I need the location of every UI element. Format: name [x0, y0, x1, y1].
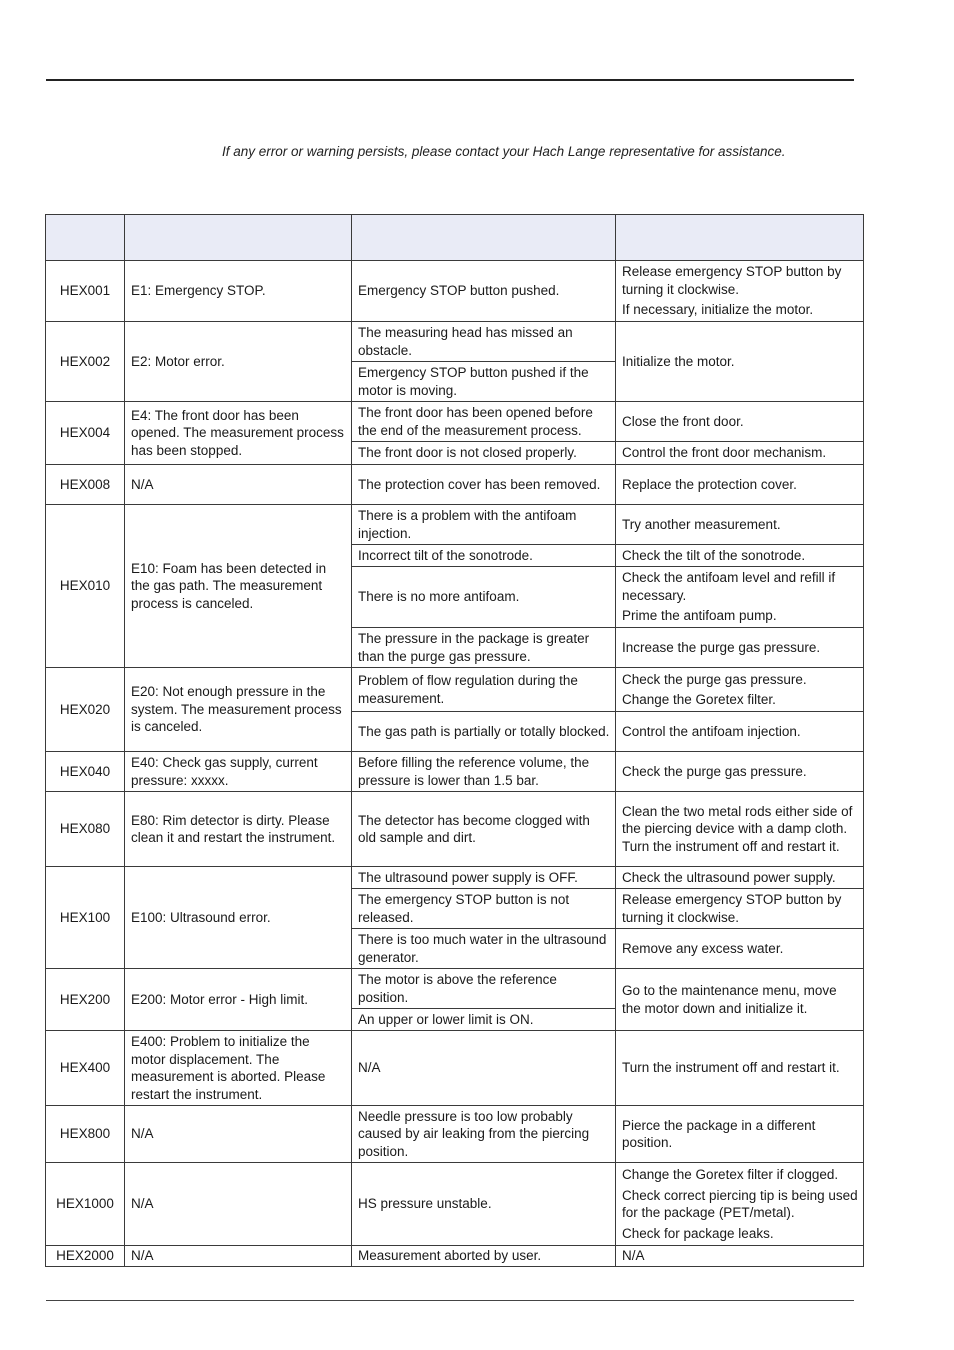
solution-line: Remove any excess water. — [622, 940, 784, 956]
error-cause: Before filling the reference volume, the pressure is lower than 1.5 bar. — [352, 752, 616, 792]
table-row — [46, 402, 864, 442]
error-table — [45, 214, 864, 1267]
solution-line: Close the front door. — [622, 413, 744, 429]
table-row — [46, 867, 864, 889]
error-solution — [616, 261, 864, 322]
error-message: E20: Not enough pressure in the system. The measurement process is canceled. — [125, 668, 352, 752]
error-cause: The front door is not closed properly. — [352, 442, 616, 465]
error-solution — [616, 712, 864, 752]
error-solution — [616, 465, 864, 505]
error-message: N/A — [125, 1163, 352, 1246]
solution-line: Check the tilt of the sonotrode. — [622, 547, 806, 563]
footer-rule — [46, 1300, 854, 1301]
error-code: HEX010 — [46, 505, 125, 668]
error-solution — [616, 1246, 864, 1267]
table-row — [46, 465, 864, 505]
error-message: N/A — [125, 465, 352, 505]
error-solution — [616, 402, 864, 442]
error-code: HEX800 — [46, 1106, 125, 1163]
solution-line: Check the antifoam level and refill if necessary. — [622, 570, 836, 603]
solution-line: Increase the purge gas pressure. — [622, 639, 821, 655]
solution-line: Check the purge gas pressure. — [622, 763, 807, 779]
solution-line: Check the ultrasound power supply. — [622, 869, 836, 885]
error-cause: The protection cover has been removed. — [352, 465, 616, 505]
table-row — [46, 1163, 864, 1246]
error-cause: Measurement aborted by user. — [352, 1246, 616, 1267]
solution-line: Change the Goretex filter if clogged. — [622, 1167, 839, 1182]
table-row — [46, 668, 864, 712]
table-row — [46, 969, 864, 1009]
error-solution — [616, 1031, 864, 1106]
error-message: E400: Problem to initialize the motor displacement. The measurement is aborted. Please restart the instrument. — [125, 1031, 352, 1106]
error-solution — [616, 929, 864, 969]
error-solution — [616, 889, 864, 929]
table-row — [46, 322, 864, 362]
solution-line: Check for package leaks. — [622, 1225, 774, 1241]
error-solution — [616, 969, 864, 1031]
error-cause: The front door has been opened before the end of the measurement process. — [352, 402, 616, 442]
solution-line: Prime the antifoam pump. — [622, 608, 777, 624]
solution-line: Turn the instrument off and restart it. — [622, 1060, 840, 1076]
solution-line: Control the antifoam injection. — [622, 723, 801, 739]
error-solution — [616, 668, 864, 712]
solution-line: Replace the protection cover. — [622, 476, 797, 492]
error-solution — [616, 505, 864, 545]
error-message: E100: Ultrasound error. — [125, 867, 352, 969]
header-message — [125, 215, 352, 261]
error-cause: The measuring head has missed an obstacle. — [352, 322, 616, 362]
error-cause: The ultrasound power supply is OFF. — [352, 867, 616, 889]
solution-line: Release emergency STOP button by turning it clockwise. — [622, 264, 842, 297]
error-code: HEX004 — [46, 402, 125, 465]
solution-line: Control the front door mechanism. — [622, 445, 827, 461]
header-rule — [46, 79, 854, 81]
solution-line: N/A — [622, 1248, 645, 1264]
table-row — [46, 505, 864, 545]
error-code: HEX400 — [46, 1031, 125, 1106]
error-cause: Emergency STOP button pushed if the motor is moving. — [352, 362, 616, 402]
solution-line: Pierce the package in a different position. — [622, 1117, 816, 1150]
error-code: HEX080 — [46, 792, 125, 867]
error-message: E2: Motor error. — [125, 322, 352, 402]
solution-line: Check correct piercing tip is being used for the package (PET/metal). — [622, 1187, 858, 1220]
error-message: E10: Foam has been detected in the gas path. The measurement process is canceled. — [125, 505, 352, 668]
error-cause: The pressure in the package is greater than the purge gas pressure. — [352, 628, 616, 668]
error-solution — [616, 752, 864, 792]
error-cause: An upper or lower limit is ON. — [352, 1009, 616, 1031]
error-solution — [616, 1163, 864, 1246]
solution-line: Initialize the motor. — [622, 353, 735, 369]
table-row — [46, 261, 864, 322]
solution-line: Try another measurement. — [622, 516, 781, 532]
error-message: N/A — [125, 1246, 352, 1267]
assistance-note: If any error or warning persists, please contact your Hach Lange representative for assistance. — [222, 144, 786, 159]
table-row — [46, 792, 864, 867]
error-cause: The emergency STOP button is not released. — [352, 889, 616, 929]
error-solution — [616, 567, 864, 628]
error-code: HEX200 — [46, 969, 125, 1031]
header-error-code — [46, 215, 125, 261]
error-solution — [616, 442, 864, 465]
error-code: HEX020 — [46, 668, 125, 752]
error-solution — [616, 867, 864, 889]
error-code: HEX100 — [46, 867, 125, 969]
error-cause: N/A — [352, 1031, 616, 1106]
solution-line: Clean the two metal rods either side of the piercing device with a damp cloth. Turn the instrument off and restart it. — [622, 803, 853, 854]
error-cause: The detector has become clogged with old sample and dirt. — [352, 792, 616, 867]
error-solution — [616, 792, 864, 867]
error-cause: The gas path is partially or totally blocked. — [352, 712, 616, 752]
solution-line: Release emergency STOP button by turning it clockwise. — [622, 892, 842, 925]
error-cause: Emergency STOP button pushed. — [352, 261, 616, 322]
error-solution — [616, 628, 864, 668]
error-solution — [616, 322, 864, 402]
solution-line: Go to the maintenance menu, move the motor down and initialize it. — [622, 983, 837, 1016]
error-code: HEX001 — [46, 261, 125, 322]
solution-line: Change the Goretex filter. — [622, 692, 776, 707]
table-row — [46, 752, 864, 792]
error-cause: There is too much water in the ultrasound generator. — [352, 929, 616, 969]
error-cause: Incorrect tilt of the sonotrode. — [352, 545, 616, 567]
error-code: HEX008 — [46, 465, 125, 505]
error-solution — [616, 545, 864, 567]
solution-line: If necessary, initialize the motor. — [622, 302, 814, 318]
header-cause — [352, 215, 616, 261]
table-row — [46, 1031, 864, 1106]
error-cause: Problem of flow regulation during the measurement. — [352, 668, 616, 712]
error-solution — [616, 1106, 864, 1163]
error-cause: The motor is above the reference position. — [352, 969, 616, 1009]
table-row — [46, 1106, 864, 1163]
error-cause: HS pressure unstable. — [352, 1163, 616, 1246]
error-cause: There is no more antifoam. — [352, 567, 616, 628]
error-message: E80: Rim detector is dirty. Please clean it and restart the instrument. — [125, 792, 352, 867]
error-message: E1: Emergency STOP. — [125, 261, 352, 322]
error-code: HEX002 — [46, 322, 125, 402]
error-cause: There is a problem with the antifoam injection. — [352, 505, 616, 545]
error-cause: Needle pressure is too low probably caused by air leaking from the piercing position. — [352, 1106, 616, 1163]
error-message: E200: Motor error - High limit. — [125, 969, 352, 1031]
table-header-row — [46, 215, 864, 261]
header-solution — [616, 215, 864, 261]
table-row — [46, 1246, 864, 1267]
error-code: HEX2000 — [46, 1246, 125, 1267]
error-message: N/A — [125, 1106, 352, 1163]
error-message: E40: Check gas supply, current pressure: xxxxx. — [125, 752, 352, 792]
error-message: E4: The front door has been opened. The measurement process has been stopped. — [125, 402, 352, 465]
error-code: HEX1000 — [46, 1163, 125, 1246]
solution-line: Check the purge gas pressure. — [622, 671, 807, 687]
error-code: HEX040 — [46, 752, 125, 792]
